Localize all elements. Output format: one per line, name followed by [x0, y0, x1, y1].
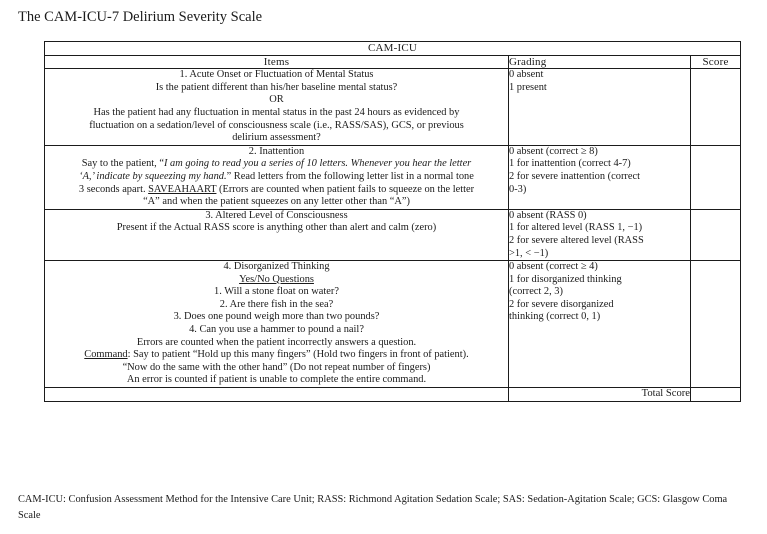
- grading-line: 1 for altered level (RASS 1, −1): [509, 222, 643, 234]
- item-cell-inattention: [45, 145, 509, 209]
- grading-line: 0 absent (correct ≥ 8): [509, 145, 598, 157]
- item-line: An error is counted if patient is unable to complete the entire command.: [126, 374, 427, 386]
- item-line: “Now do the same with the other hand” (Do not repeat number of fingers): [122, 361, 431, 373]
- grading-line: 1 present: [509, 81, 547, 93]
- item-heading: 3. Altered Level of Consciousness: [205, 209, 348, 221]
- item-question: 2. Are there fish in the sea?: [219, 298, 334, 310]
- table-banner-row: [45, 42, 741, 56]
- item-text: : Say to patient “Hold up this many fingers” (Hold two fingers in front of patient).: [127, 349, 469, 361]
- item-question: 1. Will a stone float on water?: [214, 286, 339, 298]
- grading-cell-altered-consciousness: [509, 209, 691, 260]
- column-header-grading: Grading: [509, 55, 691, 69]
- total-score-label: Total Score: [509, 388, 691, 402]
- grading-line: 2 for severe inattention (correct: [509, 170, 640, 182]
- table-header-row: [45, 55, 741, 69]
- total-score-spacer: [45, 388, 509, 402]
- grading-line: 0 absent (correct ≥ 4): [509, 261, 598, 273]
- grading-line: 1 for inattention (correct 4-7): [509, 158, 631, 170]
- command-label-underlined: Command: [84, 349, 128, 361]
- table-row: [45, 69, 741, 146]
- item-heading: 2. Inattention: [248, 145, 305, 157]
- grading-line: 0 absent (RASS 0): [509, 209, 587, 221]
- grading-line: 0 absent: [509, 69, 544, 81]
- score-cell-acute-onset[interactable]: [691, 69, 741, 146]
- table-row: [45, 145, 741, 209]
- footnote-line: Scale; GCS: Glasgow Coma Scale: [18, 494, 728, 521]
- cam-icu-scale-table: [44, 41, 741, 402]
- column-header-items: Items: [45, 55, 509, 69]
- item-line: delirium assessment?: [232, 132, 321, 144]
- grading-line: >1, < −1): [509, 247, 549, 259]
- grading-line: 2 for severe disorganized: [509, 298, 614, 310]
- item-line: OR: [269, 94, 284, 106]
- item-text: (Errors are counted when patient fails to squeeze on the letter: [216, 183, 475, 195]
- total-score-row: [45, 388, 741, 402]
- item-line: [45, 158, 508, 171]
- item-question: 3. Does one pound weigh more than two pounds?: [173, 311, 380, 323]
- total-score-value[interactable]: [691, 388, 741, 402]
- item-subheading-underlined: Yes/No Questions: [239, 273, 314, 285]
- item-line: [45, 349, 508, 362]
- item-text-italic: I am going to read you a series of 10 letters. Whenever you hear the letter: [164, 158, 472, 170]
- grading-line: thinking (correct 0, 1): [509, 311, 601, 323]
- item-cell-acute-onset: [45, 69, 509, 146]
- item-line: “A” and when the patient squeezes on any letter other than “A”): [143, 196, 410, 208]
- column-header-score: Score: [691, 55, 741, 69]
- table-row: [45, 261, 741, 388]
- item-line: Is the patient different than his/her baseline mental status?: [155, 81, 398, 93]
- grading-cell-disorganized-thinking: [509, 261, 691, 388]
- page-title: The CAM-ICU-7 Delirium Severity Scale: [18, 9, 263, 25]
- table-banner-cell: CAM-ICU: [45, 42, 741, 56]
- grading-cell-acute-onset: [509, 69, 691, 146]
- item-text: 3 seconds apart.: [78, 183, 149, 195]
- item-line: fluctuation on a sedation/level of consciousness scale (i.e., RASS/SAS), GCS, or previous: [89, 119, 464, 131]
- item-line: Present if the Actual RASS score is anything other than alert and calm (zero): [116, 222, 437, 234]
- footnote-line: CAM-ICU: Confusion Assessment Method for the Intensive Care Unit; RASS: Richmond Agitation Sedation Scale; SAS: Sedation-Agitation: [18, 494, 607, 505]
- item-cell-disorganized-thinking: [45, 261, 509, 388]
- score-cell-altered-consciousness[interactable]: [691, 209, 741, 260]
- item-text: Say to the patient, “: [81, 158, 164, 170]
- item-line: [45, 171, 508, 184]
- item-heading: 4. Disorganized Thinking: [223, 261, 330, 273]
- footnote: [18, 492, 748, 523]
- item-heading: 1. Acute Onset or Fluctuation of Mental Status: [179, 69, 374, 81]
- item-line: [45, 184, 508, 197]
- item-line: Has the patient had any fluctuation in mental status in the past 24 hours as evidenced by: [93, 106, 460, 118]
- item-text-italic: ‘A,’ indicate by squeezing my hand.: [79, 170, 227, 182]
- item-line: Errors are counted when the patient incorrectly answers a question.: [136, 336, 417, 348]
- grading-cell-inattention: [509, 145, 691, 209]
- item-cell-altered-consciousness: [45, 209, 509, 260]
- grading-line: 2 for severe altered level (RASS: [509, 234, 644, 246]
- grading-line: 1 for disorganized thinking: [509, 273, 622, 285]
- item-text: ” Read letters from the following letter list in a normal tone: [226, 170, 474, 182]
- item-text-underlined: SAVEAHAART: [148, 183, 217, 195]
- grading-line: 0-3): [509, 183, 527, 195]
- score-cell-inattention[interactable]: [691, 145, 741, 209]
- table-row: [45, 209, 741, 260]
- score-cell-disorganized-thinking[interactable]: [691, 261, 741, 388]
- grading-line: (correct 2, 3): [509, 286, 563, 298]
- item-question: 4. Can you use a hammer to pound a nail?: [189, 324, 364, 336]
